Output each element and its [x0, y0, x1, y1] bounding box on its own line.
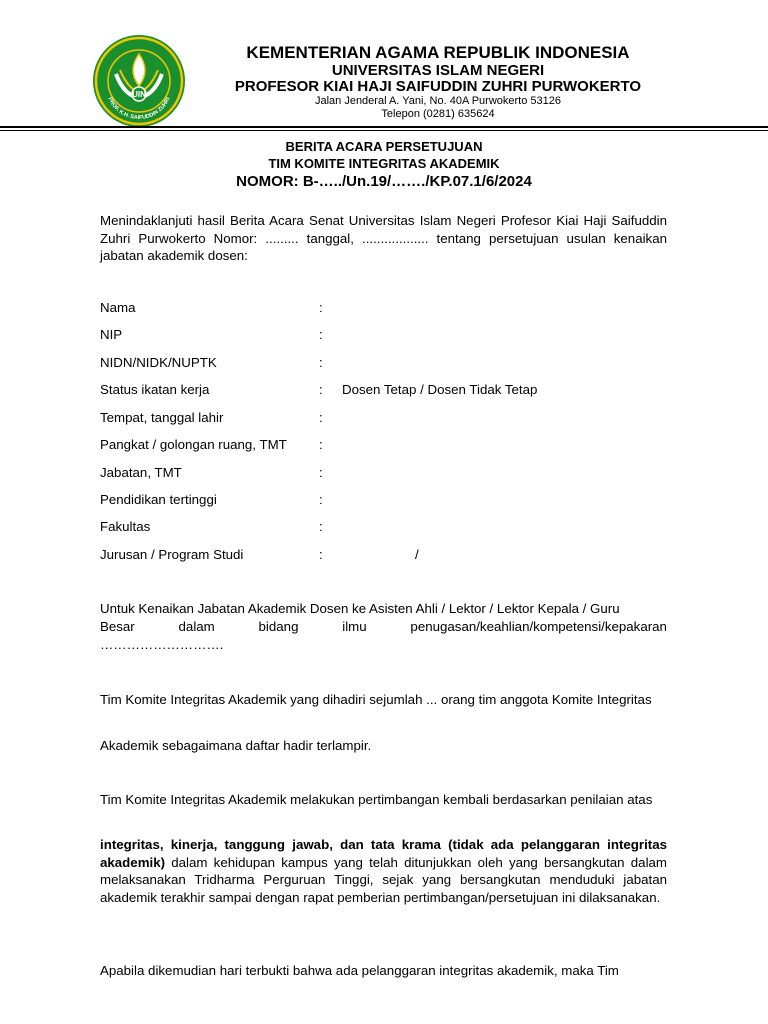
field-label: Pendidikan tertinggi — [100, 492, 217, 507]
consideration-bold: integritas, kinerja, tanggung jawab, dan tata krama (tidak ada pelanggaran integritas akademik) — [100, 837, 667, 870]
consideration-paragraph — [100, 836, 667, 906]
field-label: NIDN/NIDK/NUPTK — [100, 355, 217, 370]
field-label: Status ikatan kerja — [100, 382, 210, 397]
field-row-ttl — [100, 410, 667, 428]
promotion-word: bidang — [258, 619, 299, 634]
field-colon: : — [319, 492, 323, 507]
field-label: Pangkat / golongan ruang, TMT — [100, 437, 287, 452]
promotion-word: Besar — [100, 619, 135, 634]
document-number: NOMOR: B-…../Un.19/……./KP.07.1/6/2024 — [236, 173, 532, 190]
university-name-line1: UNIVERSITAS ISLAM NEGERI — [331, 62, 545, 79]
field-label: Tempat, tanggal lahir — [100, 410, 224, 425]
attendance-paragraph: Tim Komite Integritas Akademik yang dihadiri sejumlah ... orang tim anggota Komite Integritas — [100, 692, 652, 707]
university-name-line2: PROFESOR KIAI HAJI SAIFUDDIN ZUHRI PURWOKERTO — [234, 78, 642, 95]
field-colon: : — [319, 410, 323, 425]
header-rule-thick — [0, 126, 768, 128]
field-row-jurusan — [100, 547, 667, 565]
address: Jalan Jenderal A. Yani, No. 40A Purwokerto 53126 — [314, 95, 562, 107]
field-colon: : — [319, 465, 323, 480]
field-colon: : — [319, 327, 323, 342]
header-rule-thin — [0, 130, 768, 131]
field-row-nama — [100, 300, 667, 318]
field-label: Nama — [100, 300, 136, 315]
document-title: BERITA ACARA PERSETUJUAN — [285, 139, 483, 154]
field-colon: : — [319, 519, 323, 534]
consideration-rest: dalam kehidupan kampus yang telah ditunjukkan oleh yang bersangkutan dalam melaksanakan Tridharma Perguruan Tinggi, sejak yang bersangkutan menduduki jabatan akademik terakhir sampai dengan rapat pemberian pertimbangan/persetujuan ini dilaksanakan. — [100, 854, 667, 905]
field-colon: : — [319, 300, 323, 315]
field-label: Jurusan / Program Studi — [100, 547, 244, 562]
promotion-line1 — [100, 601, 667, 616]
field-value: / — [415, 547, 419, 562]
field-label: NIP — [100, 327, 123, 342]
promotion-word: dalam — [178, 619, 215, 634]
field-colon: : — [319, 355, 323, 370]
field-row-nidn — [100, 355, 667, 373]
document-subtitle: TIM KOMITE INTEGRITAS AKADEMIK — [268, 156, 500, 171]
university-logo — [92, 34, 186, 128]
field-row-nip — [100, 327, 667, 345]
field-row-status — [100, 382, 667, 400]
intro-paragraph: Menindaklanjuti hasil Berita Acara Senat Universitas Islam Negeri Profesor Kiai Haji Saifuddin Zuhri Purwokerto Nomor: ......... tanggal, .................. tentang persetujuan usulan kenaikan jabatan akademik dosen: — [100, 213, 667, 263]
phone: Telepon (0281) 635624 — [381, 108, 495, 120]
promotion-line3: ………………………. — [100, 637, 224, 652]
logo-ring-text: PROF. K.H. SAIFUDDIN ZUHRI — [106, 96, 172, 122]
field-label: Fakultas — [100, 519, 151, 534]
field-value: Dosen Tetap / Dosen Tidak Tetap — [342, 382, 538, 397]
field-colon: : — [319, 547, 323, 562]
field-row-jabatan — [100, 465, 667, 483]
field-row-fakultas — [100, 519, 667, 537]
attendance-paragraph-2: Akademik sebagaimana daftar hadir terlampir. — [100, 738, 372, 753]
field-label: Jabatan, TMT — [100, 465, 182, 480]
promotion-line1-text: Untuk Kenaikan Jabatan Akademik Dosen ke Asisten Ahli / Lektor / Lektor Kepala / Guru — [100, 601, 620, 616]
field-row-pangkat — [100, 437, 667, 455]
ministry-name: KEMENTERIAN AGAMA REPUBLIK INDONESIA — [246, 43, 630, 62]
promotion-word: penugasan/keahlian/kompetensi/kepakaran — [410, 619, 667, 634]
promotion-word: ilmu — [342, 619, 367, 634]
promotion-line2 — [100, 619, 667, 634]
field-row-pendidikan — [100, 492, 667, 510]
logo-center-text: UIN — [132, 90, 146, 99]
closing-paragraph: Apabila dikemudian hari terbukti bahwa ada pelanggaran integritas akademik, maka Tim — [100, 963, 619, 978]
field-colon: : — [319, 382, 323, 397]
consideration-intro: Tim Komite Integritas Akademik melakukan pertimbangan kembali berdasarkan penilaian atas — [100, 792, 653, 807]
field-colon: : — [319, 437, 323, 452]
